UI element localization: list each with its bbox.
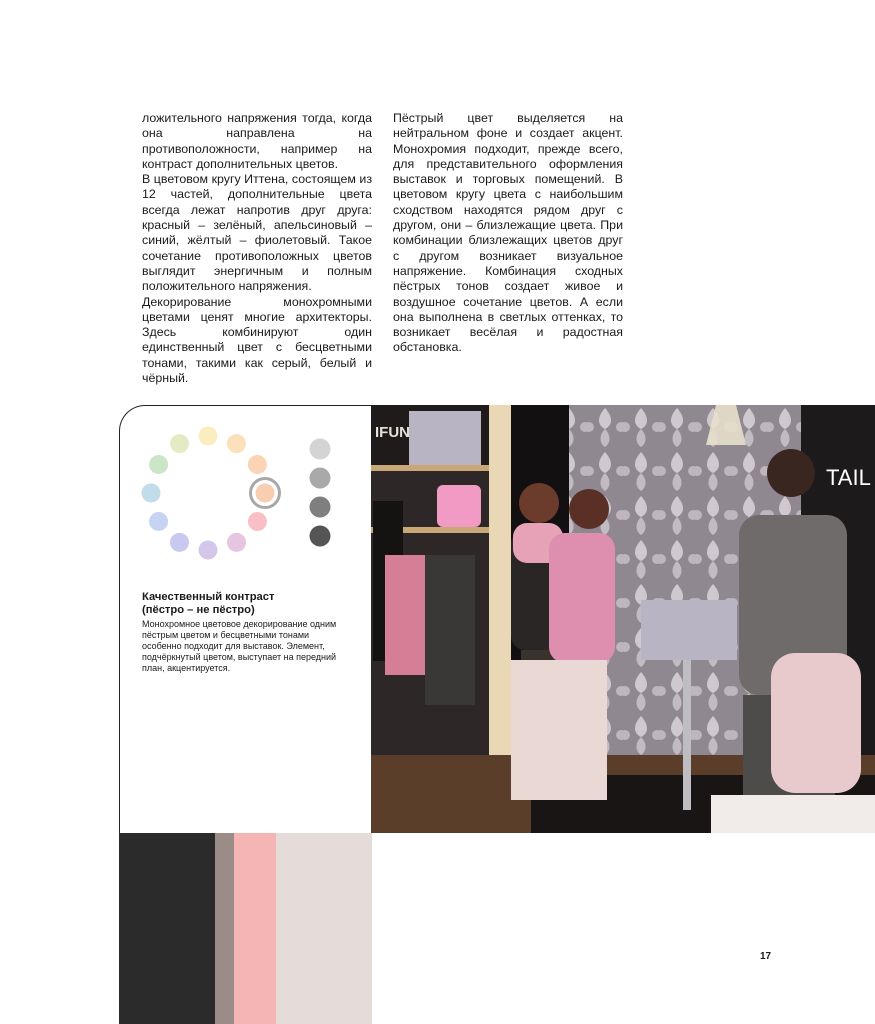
color-wheel-dot	[170, 434, 189, 453]
wall-poster	[409, 411, 481, 467]
color-wheel-dot	[256, 484, 275, 503]
store-sign-left: IFUN	[375, 424, 410, 441]
color-swatch-taupe	[215, 833, 234, 1024]
grey-scale-dot	[310, 526, 331, 547]
color-wheel-dot	[227, 434, 246, 453]
caption-body: Монохромное цветовое декорирование одним пёстрым цветом и бесцветными тонами особенно подходит для выставок. Элемент, подчёркнутый цветом, выступает на передний план, акцентируется.	[142, 619, 337, 673]
color-wheel-dot	[199, 541, 218, 560]
caption-title-line1: Качественный контраст	[142, 591, 275, 603]
caption-title-line2: (пёстро – не пёстро)	[142, 604, 255, 616]
display-stand	[641, 600, 737, 660]
page-number: 17	[760, 951, 772, 962]
paragraph: ложительного напряжения тогда, когда она направлена на противоположности, например на контраст дополнительных цветов.	[142, 111, 372, 171]
color-wheel-dot	[142, 484, 161, 503]
showroom-photo	[371, 405, 875, 833]
text-column-left	[142, 111, 372, 386]
color-wheel-dot	[149, 455, 168, 474]
text-column-right	[393, 111, 623, 356]
color-wheel-dot	[149, 512, 168, 531]
color-wheel-dot	[248, 455, 267, 474]
color-wheel-diagram	[120, 406, 373, 586]
paragraph: Пёстрый цвет выделяется на нейтральном фоне и создает акцент. Монохромия подходит, прежде всего, для представительного оформления выставок и торговых помещений. В цветовом кругу цвета с наибольшим сходством находятся рядом друг с другом, они – близлежащие цвета. При комбинации близлежащих цветов друг с другом возникает визуальное напряжение. Комбинация сходных пёстрых тонов создает живое и воздушное сочетание цветов. А если она выполнена в светлых оттенках, то возникает весёлая и радостная обстановка.	[393, 111, 623, 355]
color-wheel-dot	[170, 533, 189, 552]
paragraph: В цветовом кругу Иттена, состоящем из 12 частей, дополнительные цвета всегда лежат напротив друг друга: красный – зелёный, апельсиновый – синий, жёлтый – фиолетовый. Такое сочетание противоположных цветов выглядит энергичным и полным положительного напряжения.	[142, 172, 372, 294]
paragraph: Декорирование монохромными цветами ценят многие архитекторы. Здесь комбинируют один единственный цвет с бесцветными тонами, такими как серый, белый и чёрный.	[142, 294, 372, 386]
color-wheel-dot	[199, 427, 218, 446]
caption-title	[142, 591, 342, 617]
color-swatch-dark-grey	[119, 833, 215, 1024]
grey-scale-dot	[310, 497, 331, 518]
store-sign-right: TAIL	[826, 465, 871, 490]
color-wheel-dot	[227, 533, 246, 552]
figure-caption	[142, 591, 342, 674]
pink-coat	[771, 653, 861, 793]
color-wheel-dot	[248, 512, 267, 531]
color-swatch-pink	[234, 833, 276, 1024]
pink-handbag	[437, 485, 481, 527]
color-swatch-light-beige	[276, 833, 372, 1024]
grey-scale-dot	[310, 468, 331, 489]
grey-scale-dot	[310, 439, 331, 460]
